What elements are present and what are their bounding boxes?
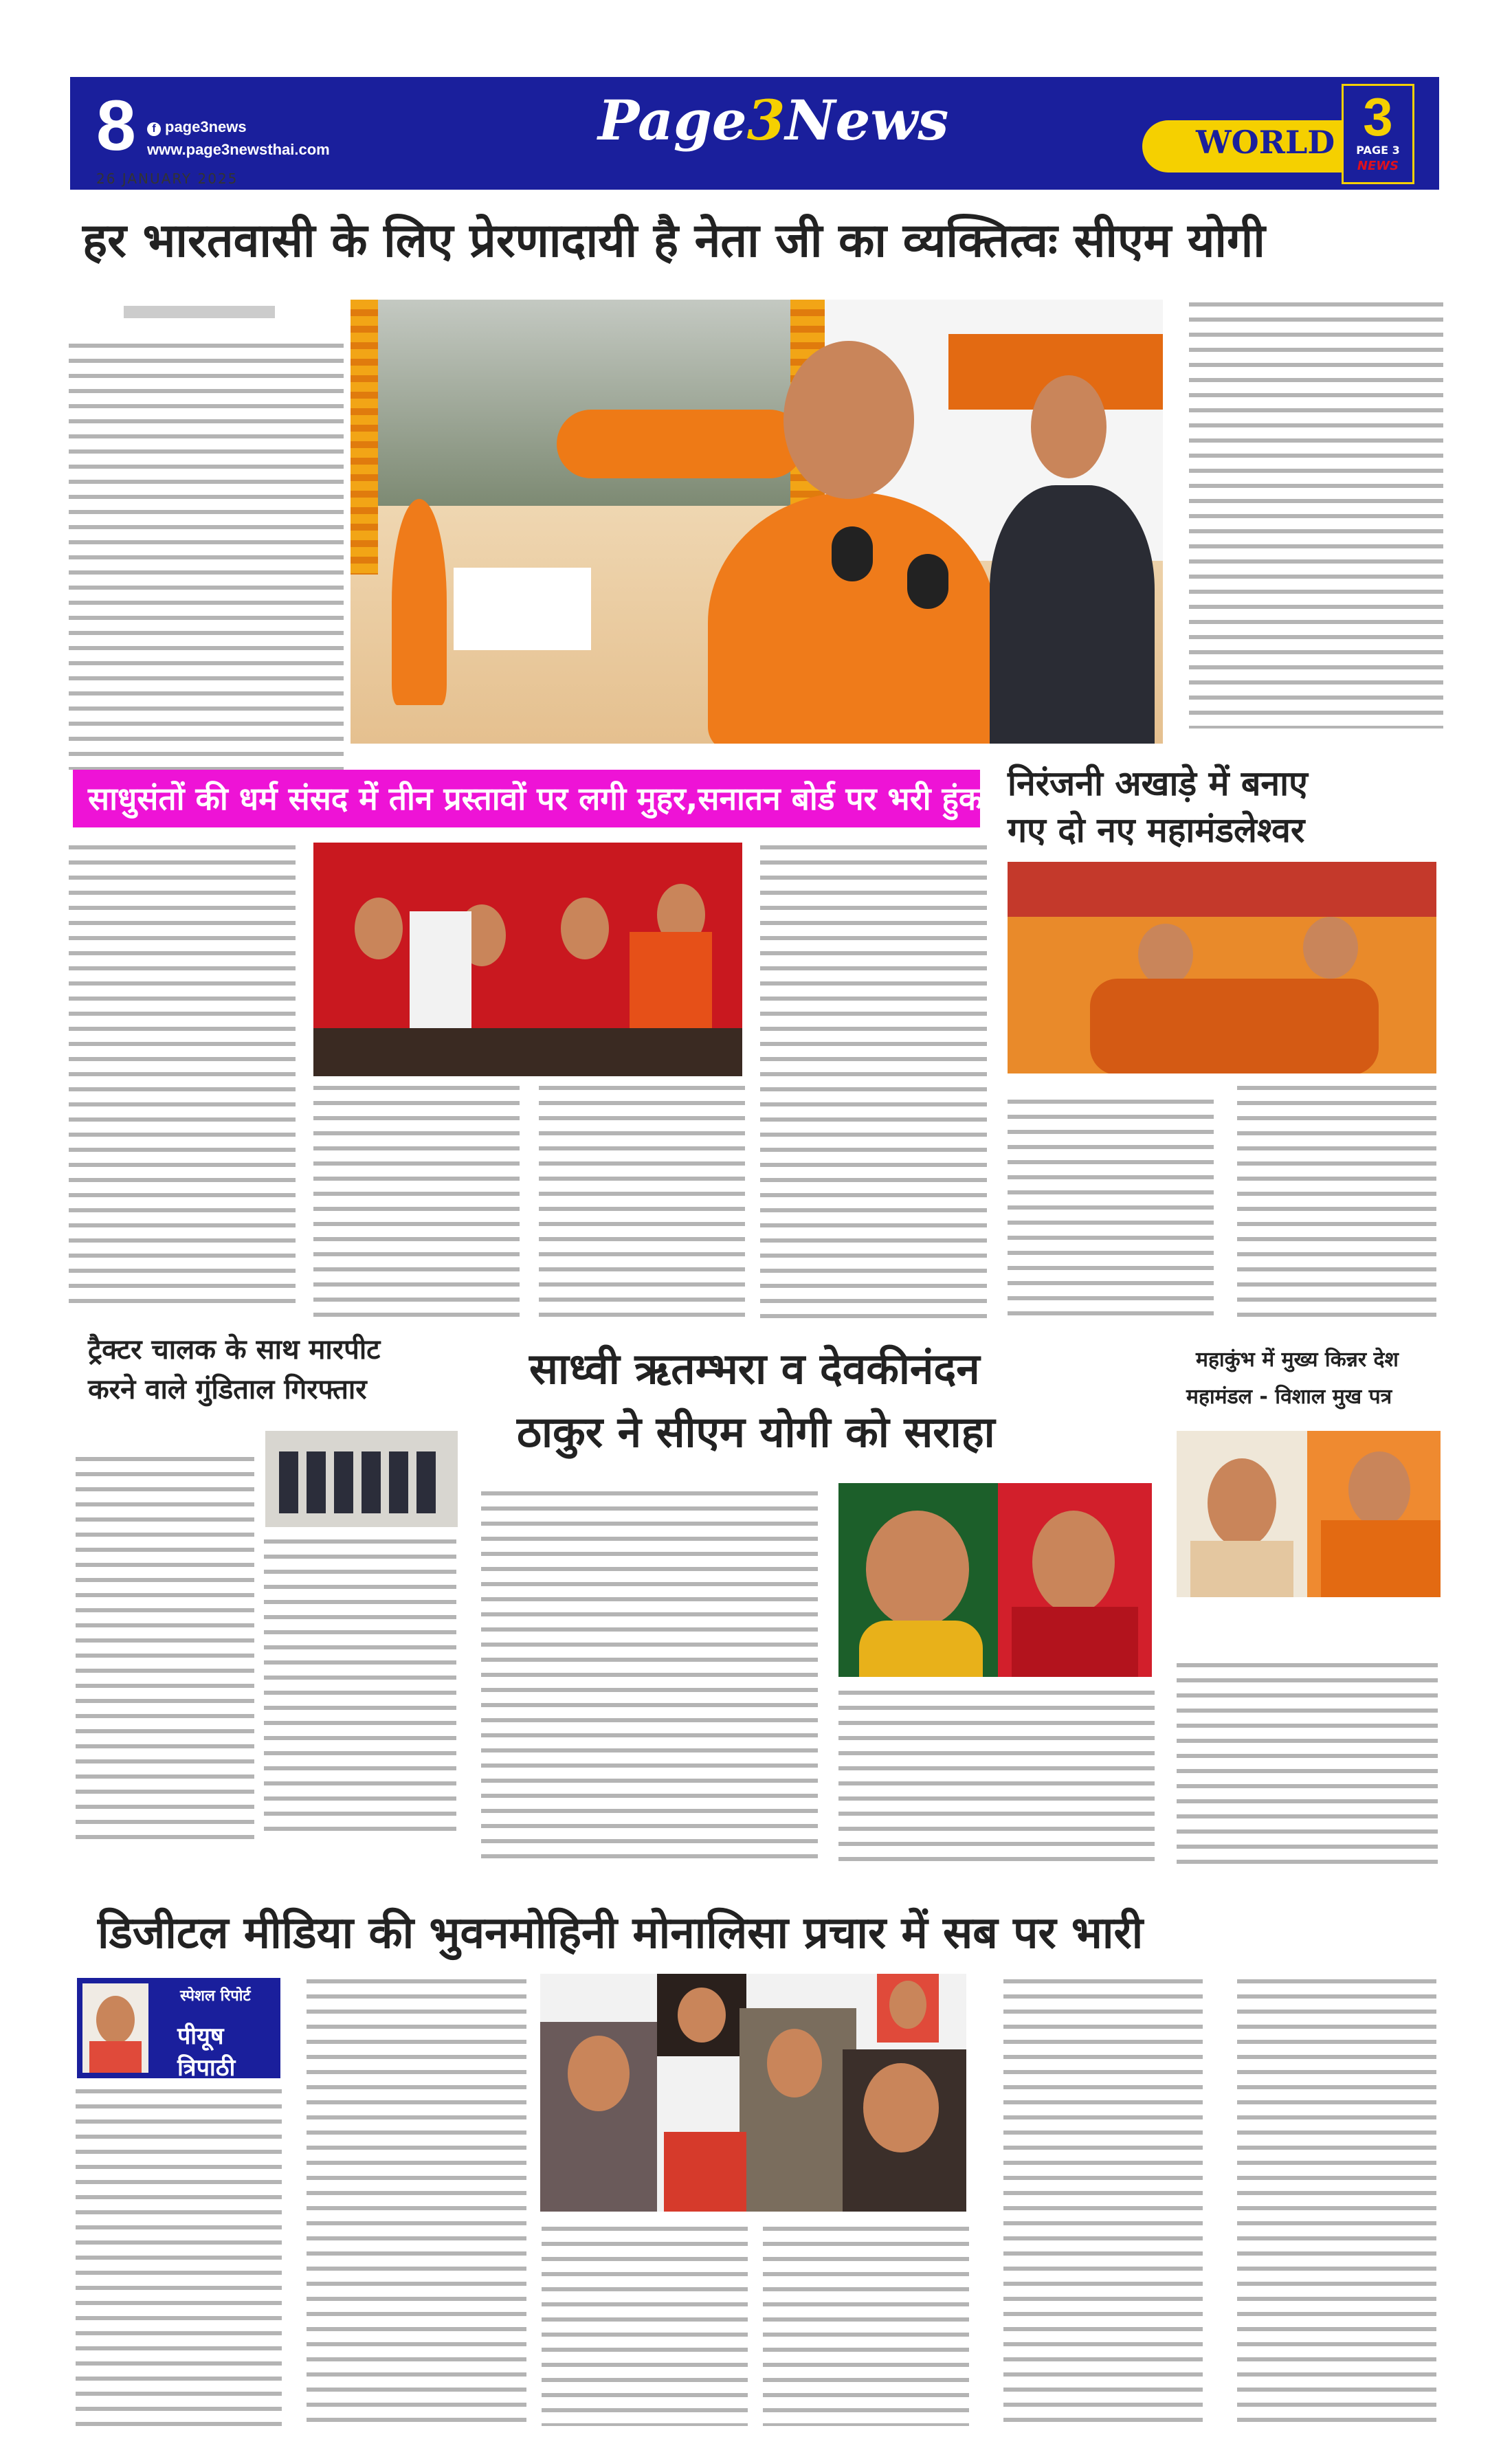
niranjani-headline-1: निरंजनी अखाड़े में बनाए [1008, 764, 1308, 803]
cm-yogi-speech-photo [351, 300, 1163, 744]
tractor-headline-1: ट्रैक्टर चालक के साथ मारपीट [88, 1334, 381, 1366]
facebook-icon: f [147, 122, 161, 136]
page-number: 8 [96, 86, 136, 166]
article-column [1177, 1663, 1438, 1869]
cm-yogi-small-photo [1307, 1431, 1441, 1597]
article-column [481, 1491, 818, 1862]
article-column [763, 2227, 969, 2426]
article-column [1237, 1979, 1436, 2426]
special-report-box [77, 1978, 280, 2082]
article-column [264, 1539, 456, 1842]
article-column [1189, 302, 1443, 728]
niranjani-akhada-photo [1008, 862, 1436, 1073]
article-column [69, 344, 344, 770]
monalisa-collage-photo [540, 1974, 966, 2212]
dharma-sansad-headline: साधुसंतों की धर्म संसद में तीन प्रस्तावों पर लगी मुहर,सनातन बोर्ड पर भरी हुंकार [73, 770, 980, 827]
dharma-sansad-photo [313, 843, 742, 1076]
article-column [307, 1979, 526, 2426]
article-column [76, 2089, 282, 2426]
website-url: www.page3newsthai.com [147, 141, 330, 158]
article-column [539, 1086, 745, 1320]
special-report-author: पीयूष त्रिपाठी [177, 2023, 236, 2082]
article-column [1003, 1979, 1203, 2426]
masthead-logo: Page3News [598, 88, 949, 153]
article-column [1237, 1086, 1436, 1320]
devkinandan-thakur-photo [838, 1483, 998, 1677]
tractor-arrest-photo [265, 1431, 458, 1527]
sadhvi-headline-1: साध्वी ऋतम्भरा व देवकीनंदन [529, 1344, 980, 1394]
article-column [760, 845, 987, 1320]
article-column [542, 2227, 748, 2426]
article-column [313, 1086, 520, 1320]
article-column [69, 845, 296, 1313]
article-column [1008, 1100, 1214, 1320]
kinnar-headline-2: महामंडल - विशाल मुख पत्र [1186, 1385, 1392, 1409]
facebook-handle: f page3news [147, 118, 247, 136]
monalisa-headline: डिजीटल मीडिया की भुवनमोहिनी मोनालिसा प्रचार में सब पर भारी [98, 1908, 1144, 1959]
article-column [838, 1691, 1155, 1869]
issue-date: 26 JANUARY 2025 [96, 170, 238, 187]
corner-logo: 3 PAGE 3 NEWS [1342, 84, 1414, 184]
byline [124, 306, 275, 318]
reporter-avatar [82, 1983, 148, 2073]
article-column [76, 1457, 254, 1842]
sadhvi-headline-2: ठाकुर ने सीएम योगी को सराहा [517, 1407, 995, 1457]
special-report-label: स्पेशल रिपोर्ट [180, 1988, 251, 2005]
niranjani-headline-2: गए दो नए महामंडलेश्वर [1008, 810, 1305, 850]
kinnar-mahamandaleshwar-photo [1177, 1431, 1307, 1597]
kinnar-headline-1: महाकुंभ में मुख्य किन्नर देश [1196, 1348, 1399, 1372]
tractor-headline-2: करने वाले गुंडिताल गिरफ्तार [88, 1374, 367, 1405]
sadhvi-ritambhara-photo [998, 1483, 1152, 1677]
main-headline: हर भारतवासी के लिए प्रेरणादायी है नेता जी का व्यक्तित्वः सीएम योगी [82, 214, 1265, 268]
section-label: WORLD [1196, 124, 1335, 161]
masthead-rule [70, 187, 1439, 190]
